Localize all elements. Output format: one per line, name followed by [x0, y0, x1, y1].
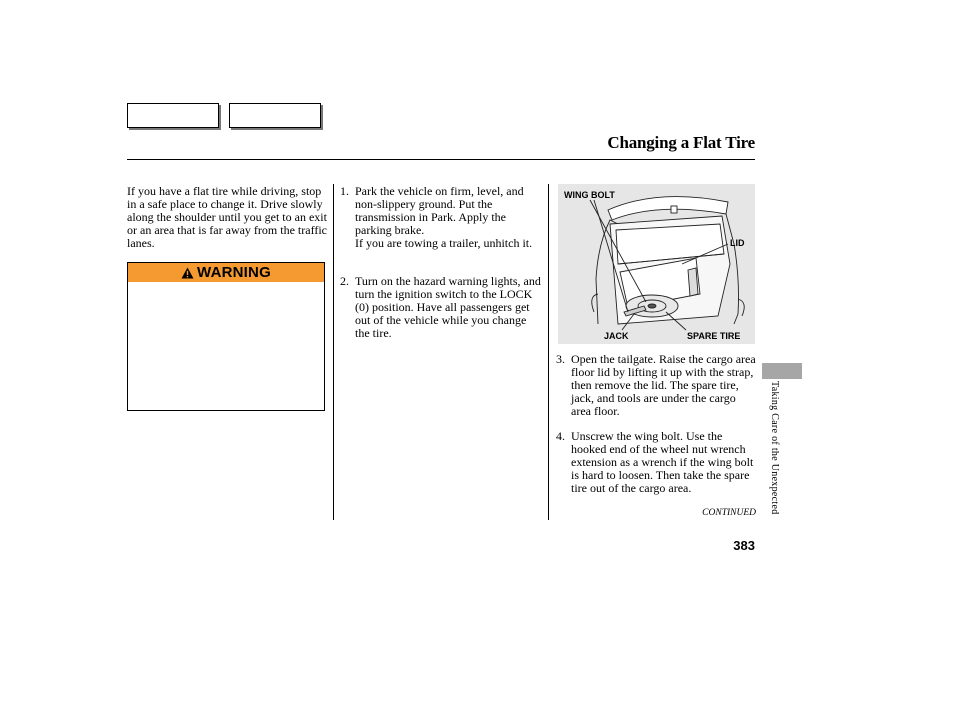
step-number: 4. — [556, 429, 565, 443]
continued-label: CONTINUED — [702, 508, 756, 518]
page-number: 383 — [733, 538, 755, 553]
page-title: Changing a Flat Tire — [607, 133, 755, 152]
step-number: 3. — [556, 352, 565, 366]
step-number: 2. — [340, 274, 349, 288]
header-rule — [127, 159, 755, 160]
cargo-area-illustration — [558, 184, 755, 344]
step-1 — [340, 185, 542, 250]
step-4 — [556, 430, 756, 495]
intro-paragraph: If you have a flat tire while driving, stop in a safe place to change it. Drive slowly along the shoulder until you get to an exit or an area that is far away from the traffic lanes. — [127, 184, 328, 250]
nav-button-2[interactable] — [229, 103, 321, 128]
warning-icon — [181, 267, 194, 279]
step-text: Open the tailgate. Raise the cargo area floor lid by lifting it up with the strap, then remove the lid. The spare tire, jack, and tools are under the cargo area floor. — [571, 352, 756, 418]
warning-header — [128, 263, 324, 282]
step-3 — [556, 353, 756, 418]
section-side-label: Taking Care of the Unexpected — [769, 381, 780, 515]
step-note: If you are towing a trailer, unhitch it. — [355, 235, 533, 250]
label-jack: JACK — [604, 331, 629, 341]
step-number: 1. — [340, 184, 349, 198]
label-lid: LID — [730, 238, 745, 248]
label-wing-bolt: WING BOLT — [564, 190, 615, 200]
step-text: Park the vehicle on firm, level, and non-slippery ground. Put the transmission in Park. Apply the parking brake. — [355, 184, 524, 237]
step-text: Turn on the hazard warning lights, and turn the ignition switch to the LOCK (0) position. Have all passengers get out of the vehicle while you change the tire. — [355, 274, 541, 340]
tailgate-drawing — [558, 184, 755, 344]
column-divider-2 — [548, 184, 549, 520]
step-2 — [340, 275, 542, 340]
warning-label: WARNING — [197, 264, 271, 281]
section-tab[interactable] — [762, 363, 802, 379]
nav-button-1[interactable] — [127, 103, 219, 128]
step-text: Unscrew the wing bolt. Use the hooked end of the wheel nut wrench extension as a wrench if the wing bolt is hard to loosen. Then take the spare tire out of the cargo area. — [571, 429, 754, 495]
column-divider-1 — [333, 184, 334, 520]
warning-box — [127, 262, 325, 411]
label-spare-tire: SPARE TIRE — [687, 331, 741, 341]
